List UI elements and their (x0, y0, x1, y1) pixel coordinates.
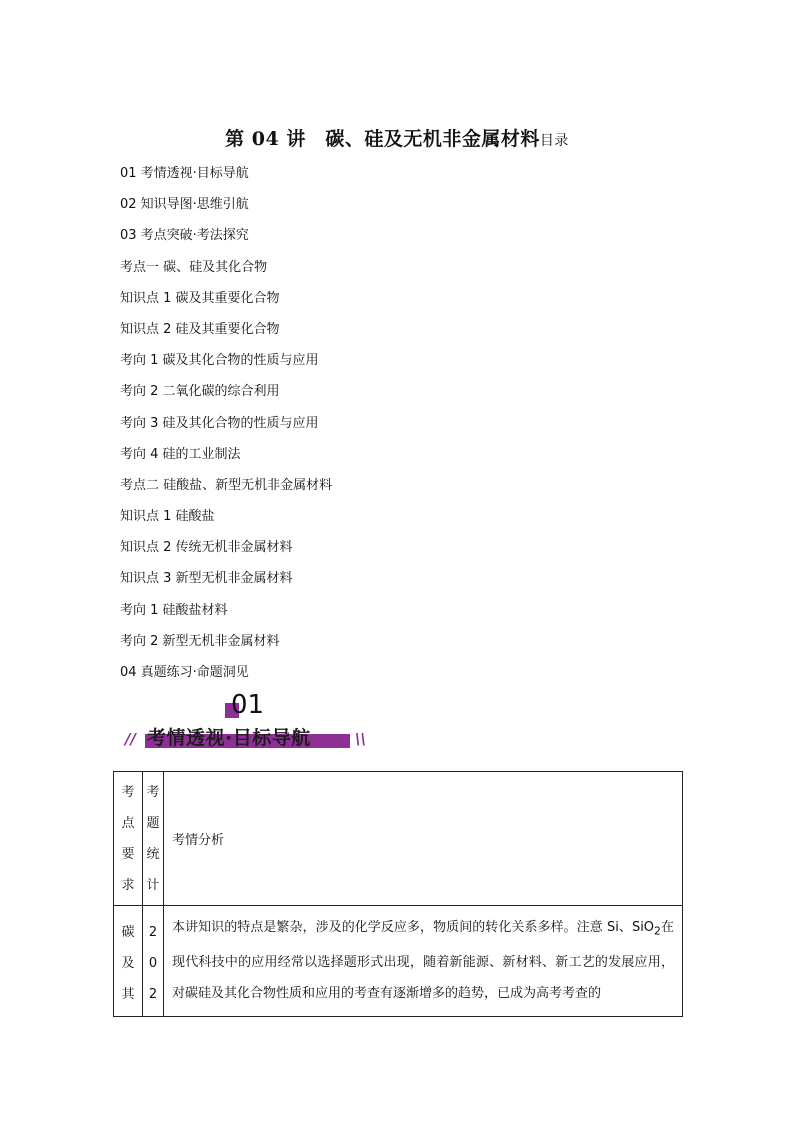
row-char: 2 (148, 924, 158, 940)
banner-left-slash: // (125, 730, 136, 748)
row-cell-statistics (143, 906, 164, 1017)
toc-item[interactable]: 考向 2 二氧化碳的综合利用 (120, 384, 280, 400)
row-cell-requirement (114, 906, 143, 1017)
row-cell-analysis (164, 906, 683, 1017)
analysis-text (164, 906, 682, 1016)
toc-item[interactable]: 考点一 碳、硅及其化合物 (120, 259, 268, 275)
toc-item[interactable]: 04 真题练习·命题洞见 (120, 665, 249, 680)
header-char: 考 (146, 784, 160, 800)
header-char: 统 (146, 846, 160, 862)
toc-item[interactable]: 知识点 1 碳及其重要化合物 (120, 290, 280, 306)
title-main: 第 04 讲 碳、硅及无机非金属材料 (225, 128, 540, 150)
toc-item[interactable]: 知识点 1 硅酸盐 (120, 509, 215, 525)
analysis-text-part: 本讲知识的特点是繁杂，涉及的化学反应多，物质间的转化关系多样。注意 Si、SiO (172, 920, 655, 935)
toc-item[interactable]: 知识点 2 传统无机非金属材料 (120, 540, 293, 556)
row-char: 0 (148, 955, 158, 971)
header-char: 求 (121, 877, 135, 893)
toc-item[interactable]: 知识点 2 硅及其重要化合物 (120, 321, 280, 337)
table-of-contents (120, 163, 332, 693)
banner-number: 01 (231, 690, 265, 720)
row-char: 碳 (121, 924, 135, 940)
header-cell-analysis: 考情分析 (164, 772, 683, 906)
row-char: 及 (121, 955, 135, 971)
header-cell-requirement (114, 772, 143, 906)
section-banner (125, 690, 375, 760)
toc-item[interactable]: 考向 2 新型无机非金属材料 (120, 633, 280, 649)
header-char: 点 (121, 815, 135, 831)
banner-right-slash: \\ (355, 730, 366, 748)
toc-item[interactable]: 考向 3 硅及其化合物的性质与应用 (120, 415, 319, 431)
banner-label: 考情透视·目标导航 (147, 727, 311, 749)
analysis-subscript: 2 (654, 924, 661, 938)
header-char: 计 (146, 877, 160, 893)
header-char: 考 (121, 784, 135, 800)
header-char: 题 (146, 815, 160, 831)
title-suffix: 目录 (539, 133, 569, 149)
page-title (0, 124, 794, 151)
analysis-text-part: 在现代科技中的应用经常以选择题形式出现，随着新能源、新材料、新工艺的发展应用，对碳硅及其化合物性质和应用的考查有逐渐增多的趋势，已成为高考考查的 (172, 920, 674, 1001)
toc-item[interactable]: 考向 1 碳及其化合物的性质与应用 (120, 353, 319, 369)
table-header-row (114, 772, 683, 906)
table-row (114, 906, 683, 1017)
toc-item[interactable]: 考向 1 硅酸盐材料 (120, 602, 228, 618)
header-cell-statistics (143, 772, 164, 906)
row-char: 2 (148, 986, 158, 1002)
toc-item[interactable]: 02 知识导图·思维引航 (120, 197, 249, 213)
toc-item[interactable]: 03 考点突破·考法探究 (120, 228, 249, 244)
row-char: 其 (121, 986, 135, 1002)
analysis-table (113, 771, 683, 1017)
toc-item[interactable]: 知识点 3 新型无机非金属材料 (120, 571, 293, 587)
header-char: 要 (121, 846, 135, 862)
toc-item[interactable]: 考向 4 硅的工业制法 (120, 446, 241, 462)
toc-item[interactable]: 01 考情透视·目标导航 (120, 166, 249, 181)
toc-item[interactable]: 考点二 硅酸盐、新型无机非金属材料 (120, 477, 333, 493)
